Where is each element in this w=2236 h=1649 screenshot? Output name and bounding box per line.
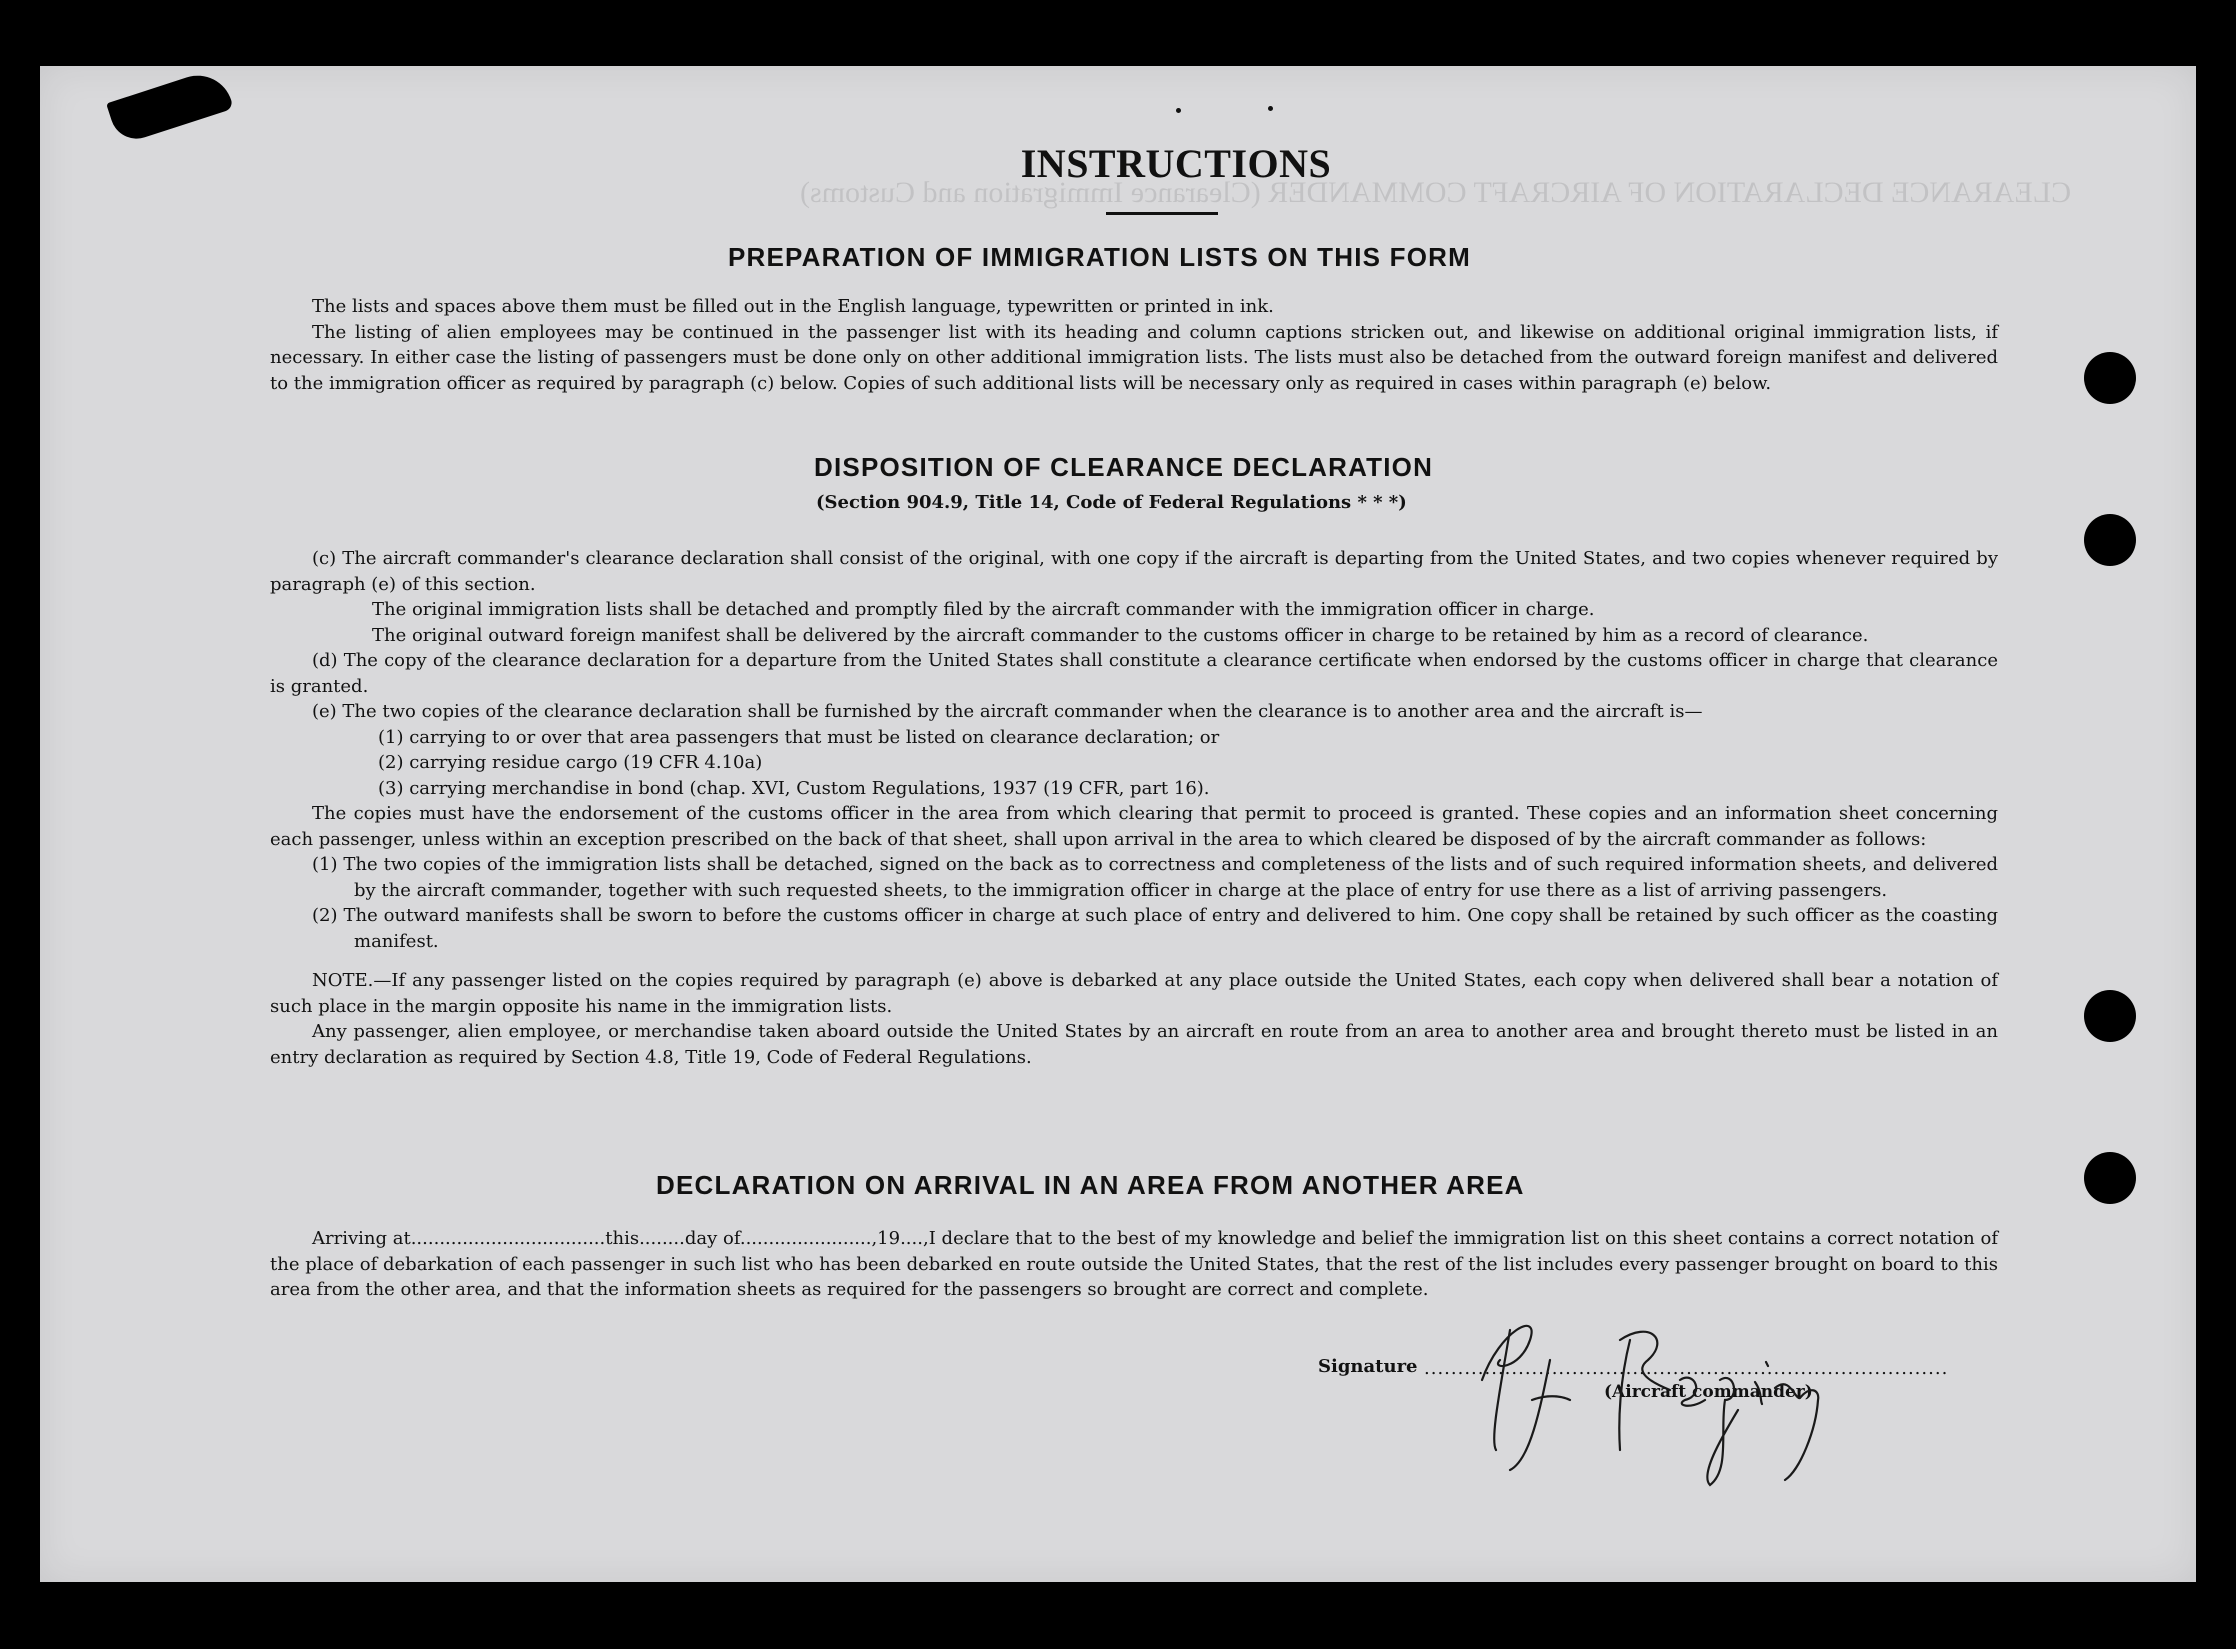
declaration-text — [270, 1226, 1998, 1303]
signature-caption: (Aircraft commander) — [1604, 1382, 1813, 1402]
paragraph-c: (c) The aircraft commander's clearance declaration shall consist of the original, with one copy if the aircraft is departing from the United States, and two copies whenever required by paragraph (e) of this section. — [270, 548, 1998, 595]
punch-hole — [2084, 514, 2136, 566]
punch-hole — [2084, 1152, 2136, 1204]
paragraph-e-3: (3) carrying merchandise in bond (chap. XVI, Custom Regulations, 1937 (19 CFR, part 16). — [378, 777, 1210, 799]
section-heading-declaration: DECLARATION ON ARRIVAL IN AN AREA FROM ANOTHER AREA — [656, 1170, 1525, 1200]
section-heading-disposition: DISPOSITION OF CLEARANCE DECLARATION — [814, 452, 1434, 482]
ink-speck — [1176, 108, 1181, 113]
paragraph-e: (e) The two copies of the clearance declaration shall be furnished by the aircraft commander when the clearance is to another area and the aircraft is— — [312, 701, 1703, 722]
paragraph-copies-2: (2) The outward manifests shall be sworn to before the customs officer in charge at such place of entry and delivered to him. One copy shall be retained by such officer as the coasting manifest. — [312, 905, 1998, 952]
paragraph-e-2: (2) carrying residue cargo (19 CFR 4.10a) — [378, 752, 763, 773]
paragraph-copies-1: (1) The two copies of the immigration lists shall be detached, signed on the back as to correctness and completeness of the lists and of such required information sheets, and delivered by the aircraft commander, together with such requested sheets, to the immigration officer in charge at the place of entry for use there as a list of arriving passengers. — [312, 854, 1998, 901]
signature-label: Signature — [1318, 1356, 1418, 1377]
ink-speck — [1268, 106, 1273, 111]
paragraph-e-1: (1) carrying to or over that area passengers that must be listed on clearance declaration; or — [378, 726, 1220, 748]
entry-declaration-paragraph: Any passenger, alien employee, or merchandise taken aboard outside the United States by an aircraft en route from an area to another area and brought thereto must be listed in an entry declaration as required by Section 4.8, Title 19, Code of Federal Regulations. — [270, 1021, 1998, 1068]
section-heading-preparation: PREPARATION OF IMMIGRATION LISTS ON THIS FORM — [728, 242, 1471, 272]
punch-hole — [2084, 352, 2136, 404]
paragraph-d: (d) The copy of the clearance declaration for a departure from the United States shall constitute a clearance certificate when endorsed by the customs officer in charge that clearance is granted. — [270, 650, 1998, 697]
disposition-text — [270, 546, 1998, 1070]
paragraph-c-2: The original outward foreign manifest shall be delivered by the aircraft commander to the customs officer in charge to be retained by him as a record of clearance. — [372, 624, 1869, 646]
title-underline — [1106, 212, 1218, 215]
page-title: INSTRUCTIONS — [1020, 141, 1332, 186]
paragraph: The listing of alien employees may be continued in the passenger list with its heading and column captions stricken out, and likewise on additional original immigration lists, if necessary. In either case the listing of passengers must be done only on other additional immigration lists. The lists must also be detached from the outward foreign manifest and delivered to the immigration officer as required by paragraph (c) below. Copies of such additional lists will be necessary only as required in cases within paragraph (e) below. — [270, 321, 1998, 394]
declaration-paragraph: Arriving at..................................this........day of.......................,19....,I declare that to the best of my knowledge and belief the immigration list on this sheet contains a correct notation of the place of debarkation of each passenger in such list who has been debarked en route outside the United States, that the rest of the list includes every passenger brought on board to this area from the other area, and that the information sheets as required for the passengers so brought are correct and complete. — [270, 1228, 1998, 1300]
note-paragraph: NOTE.—If any passenger listed on the copies required by paragraph (e) above is debarked at any place outside the United States, each copy when delivered shall bear a notation of such place in the margin opposite his name in the immigration lists. — [270, 970, 1998, 1017]
preparation-text — [270, 294, 1998, 396]
show-through-text: CLEARANCE DECLARATION OF AIRCRAFT COMMANDER (Clearance Immigration and Customs) — [800, 176, 2072, 209]
signature-line: .............................................................................. — [1424, 1358, 1949, 1379]
paragraph-c-1: The original immigration lists shall be detached and promptly filed by the aircraft commander with the immigration officer in charge. — [372, 599, 1595, 620]
paragraph: The lists and spaces above them must be filled out in the English language, typewritten or printed in ink. — [312, 296, 1274, 317]
regulation-citation: (Section 904.9, Title 14, Code of Federal Regulations * * *) — [816, 492, 1407, 513]
paragraph-copies: The copies must have the endorsement of the customs officer in the area from which clearing that permit to proceed is granted. These copies and an information sheet concerning each passenger, unless within an exception prescribed on the back of that sheet, shall upon arrival in the area to which cleared be disposed of by the aircraft commander as follows: — [270, 803, 1998, 850]
handwritten-signature — [1470, 1300, 1890, 1490]
punch-hole — [2084, 990, 2136, 1042]
